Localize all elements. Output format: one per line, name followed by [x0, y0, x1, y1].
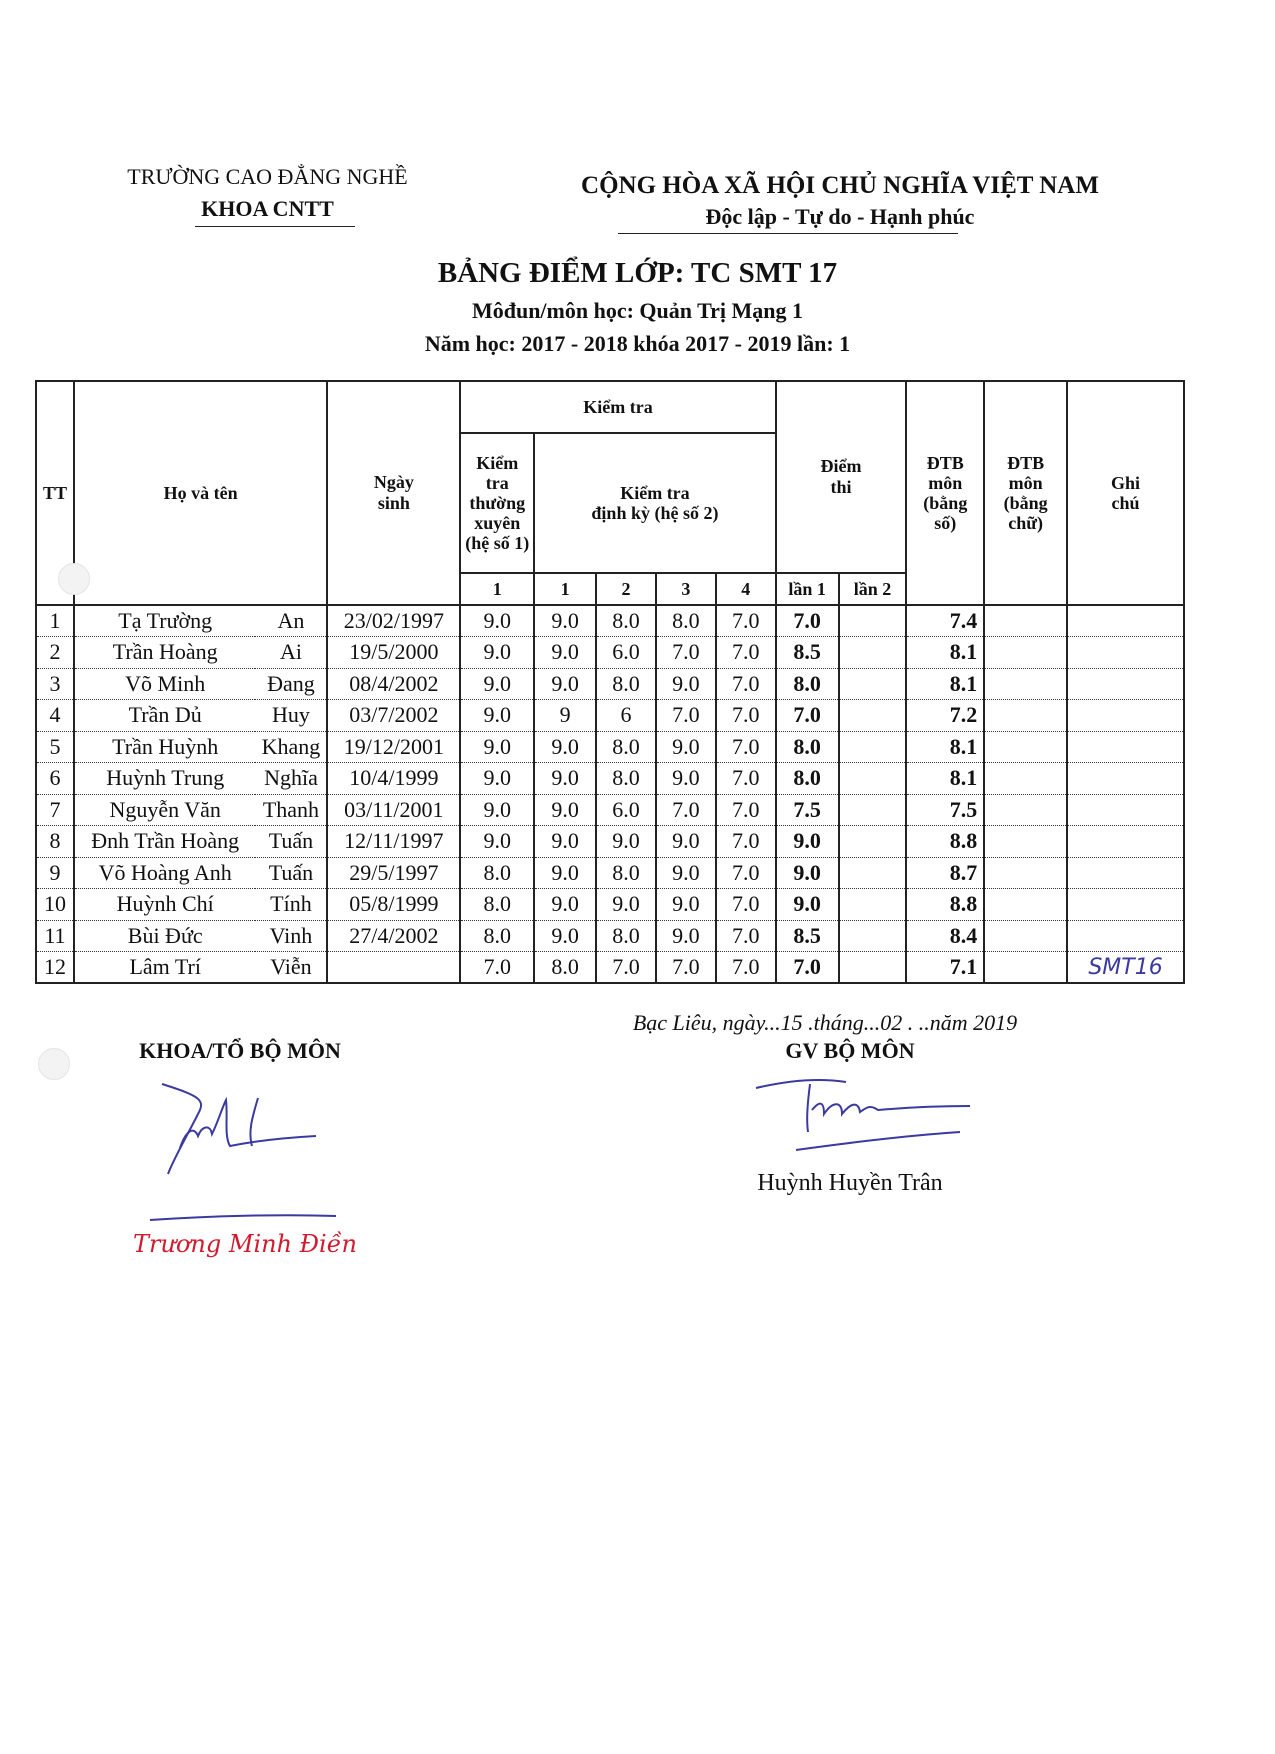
cell-exam-lan2 — [839, 731, 907, 763]
cell-dk1: 9.0 — [534, 889, 596, 921]
cell-dk1: 9.0 — [534, 920, 596, 952]
cell-given-name: An — [255, 605, 327, 637]
cell-tt: 7 — [36, 794, 74, 826]
cell-dk4: 7.0 — [716, 889, 776, 921]
cell-dk1: 9.0 — [534, 637, 596, 669]
cell-tt: 8 — [36, 826, 74, 858]
cell-exam-lan1: 7.5 — [776, 794, 839, 826]
header-ktx-line3: thường — [469, 493, 526, 513]
year-line: Năm học: 2017 - 2018 khóa 2017 - 2019 lần: 1 — [424, 331, 851, 356]
cell-dk3: 9.0 — [656, 857, 716, 889]
cell-tt: 10 — [36, 889, 74, 921]
cell-ktx: 9.0 — [460, 794, 534, 826]
cell-dk4: 7.0 — [716, 605, 776, 637]
cell-dtb-number: 8.1 — [906, 731, 984, 763]
cell-note: SMT16 — [1067, 952, 1184, 984]
header-dtb-text — [984, 381, 1067, 605]
header-note-line1: Ghi — [1111, 473, 1141, 493]
cell-dk2: 6.0 — [596, 794, 656, 826]
cell-exam-lan2 — [839, 952, 907, 984]
header-dinhky-line2: định kỳ (hệ số 2) — [591, 503, 719, 523]
sub-header-dk4: 4 — [716, 573, 776, 605]
cell-dtb-number: 8.1 — [906, 637, 984, 669]
cell-dk3: 9.0 — [656, 826, 716, 858]
cell-dob: 29/5/1997 — [327, 857, 460, 889]
cell-ktx: 9.0 — [460, 826, 534, 858]
table-row — [36, 857, 1184, 889]
cell-ktx: 9.0 — [460, 763, 534, 795]
cell-surname: Trần Huỳnh — [74, 731, 256, 763]
cell-surname: Trần Dủ — [74, 700, 256, 732]
cell-dk4: 7.0 — [716, 668, 776, 700]
header-name: Họ và tên — [74, 381, 327, 605]
punch-hole-top — [58, 563, 90, 595]
cell-dtb-number: 8.7 — [906, 857, 984, 889]
cell-exam-lan2 — [839, 668, 907, 700]
sub-header-lan2: lần 2 — [839, 573, 907, 605]
faculty-underline — [195, 226, 355, 227]
cell-dob: 19/12/2001 — [327, 731, 460, 763]
cell-dtb-text — [984, 637, 1067, 669]
cell-dk1: 9.0 — [534, 826, 596, 858]
right-signer-title: GV BỘ MÔN — [785, 1038, 915, 1063]
cell-ktx: 9.0 — [460, 605, 534, 637]
table-row — [36, 826, 1184, 858]
table-row — [36, 889, 1184, 921]
cell-dk4: 7.0 — [716, 826, 776, 858]
cell-dob: 10/4/1999 — [327, 763, 460, 795]
header-exam-line2: thi — [830, 477, 852, 497]
header-dob-line1: Ngày — [373, 472, 414, 492]
cell-dk2: 6.0 — [596, 637, 656, 669]
header-dtb-text-line3: (bằng — [1003, 493, 1048, 513]
cell-exam-lan1: 8.5 — [776, 920, 839, 952]
header-ktx — [460, 433, 534, 573]
cell-dob — [327, 952, 460, 984]
cell-dk2: 8.0 — [596, 668, 656, 700]
cell-dk4: 7.0 — [716, 952, 776, 984]
header-exam-line1: Điểm — [820, 456, 862, 476]
cell-note — [1067, 794, 1184, 826]
cell-dk2: 7.0 — [596, 952, 656, 984]
cell-dtb-number: 8.8 — [906, 826, 984, 858]
cell-exam-lan1: 9.0 — [776, 889, 839, 921]
sub-header-ktx: 1 — [460, 573, 534, 605]
cell-surname: Lâm Trí — [74, 952, 256, 984]
table-row — [36, 794, 1184, 826]
cell-exam-lan2 — [839, 857, 907, 889]
cell-note — [1067, 920, 1184, 952]
cell-dk1: 9.0 — [534, 605, 596, 637]
cell-dk1: 9.0 — [534, 668, 596, 700]
header-exam — [776, 381, 907, 573]
cell-dk2: 8.0 — [596, 763, 656, 795]
cell-dk1: 8.0 — [534, 952, 596, 984]
cell-dtb-text — [984, 857, 1067, 889]
cell-note — [1067, 826, 1184, 858]
cell-surname: Nguyễn Văn — [74, 794, 256, 826]
document-title: BẢNG ĐIỂM LỚP: TC SMT 17 — [437, 257, 838, 289]
cell-dtb-text — [984, 889, 1067, 921]
cell-dk3: 9.0 — [656, 889, 716, 921]
cell-exam-lan1: 7.0 — [776, 952, 839, 984]
right-signer-name: Huỳnh Huyền Trân — [757, 1170, 943, 1196]
cell-dk1: 9 — [534, 700, 596, 732]
header-dtb-number-line4: số) — [934, 513, 957, 533]
table-row — [36, 668, 1184, 700]
cell-dk4: 7.0 — [716, 700, 776, 732]
cell-note — [1067, 700, 1184, 732]
cell-surname: Bùi Đức — [74, 920, 256, 952]
cell-tt: 3 — [36, 668, 74, 700]
table-row — [36, 700, 1184, 732]
cell-given-name: Ai — [255, 637, 327, 669]
cell-tt: 5 — [36, 731, 74, 763]
cell-dob: 27/4/2002 — [327, 920, 460, 952]
cell-dtb-text — [984, 920, 1067, 952]
cell-dk2: 8.0 — [596, 920, 656, 952]
cell-ktx: 8.0 — [460, 889, 534, 921]
cell-dk3: 7.0 — [656, 700, 716, 732]
right-signature — [750, 1070, 990, 1160]
cell-dk4: 7.0 — [716, 794, 776, 826]
cell-given-name: Vinh — [255, 920, 327, 952]
cell-dk3: 8.0 — [656, 605, 716, 637]
left-signature — [140, 1070, 400, 1240]
cell-dtb-number: 8.4 — [906, 920, 984, 952]
subject-line: Môđun/môn học: Quản Trị Mạng 1 — [471, 298, 804, 323]
left-signer-title: KHOA/TỔ BỘ MÔN — [139, 1038, 341, 1063]
cell-surname: Võ Hoàng Anh — [74, 857, 256, 889]
header-ktx-line2: tra — [485, 473, 509, 493]
cell-note — [1067, 763, 1184, 795]
header-dinhky-line1: Kiểm tra — [620, 483, 690, 503]
cell-note — [1067, 668, 1184, 700]
cell-given-name: Tính — [255, 889, 327, 921]
cell-dk1: 9.0 — [534, 794, 596, 826]
cell-given-name: Huy — [255, 700, 327, 732]
cell-exam-lan2 — [839, 920, 907, 952]
cell-dk3: 7.0 — [656, 637, 716, 669]
sub-header-dk2: 2 — [596, 573, 656, 605]
header-note-line2: chú — [1111, 493, 1140, 513]
motto-underline — [618, 233, 958, 234]
cell-surname: Huỳnh Trung — [74, 763, 256, 795]
cell-dk4: 7.0 — [716, 920, 776, 952]
cell-dk3: 9.0 — [656, 920, 716, 952]
cell-note — [1067, 857, 1184, 889]
table-row — [36, 637, 1184, 669]
cell-ktx: 7.0 — [460, 952, 534, 984]
cell-note — [1067, 637, 1184, 669]
cell-surname: Tạ Trường — [74, 605, 256, 637]
cell-dtb-text — [984, 763, 1067, 795]
header-dtb-number — [906, 381, 984, 605]
cell-dob: 03/11/2001 — [327, 794, 460, 826]
table-row — [36, 952, 1184, 984]
cell-dtb-number: 7.2 — [906, 700, 984, 732]
cell-dtb-text — [984, 605, 1067, 637]
cell-dob: 08/4/2002 — [327, 668, 460, 700]
cell-ktx: 8.0 — [460, 857, 534, 889]
cell-dk2: 9.0 — [596, 826, 656, 858]
cell-exam-lan1: 8.5 — [776, 637, 839, 669]
cell-dk3: 7.0 — [656, 952, 716, 984]
cell-surname: Trần Hoàng — [74, 637, 256, 669]
cell-ktx: 9.0 — [460, 700, 534, 732]
cell-dtb-number: 7.4 — [906, 605, 984, 637]
school-name: TRƯỜNG CAO ĐẲNG NGHỀ — [127, 164, 408, 189]
cell-dtb-text — [984, 794, 1067, 826]
cell-dk3: 9.0 — [656, 731, 716, 763]
cell-tt: 12 — [36, 952, 74, 984]
cell-note — [1067, 605, 1184, 637]
cell-exam-lan2 — [839, 826, 907, 858]
cell-dk2: 6 — [596, 700, 656, 732]
table-row — [36, 763, 1184, 795]
header-kiemtra: Kiểm tra — [460, 381, 775, 433]
cell-dk4: 7.0 — [716, 637, 776, 669]
cell-surname: Đnh Trần Hoàng — [74, 826, 256, 858]
cell-dtb-text — [984, 826, 1067, 858]
sub-header-dk1: 1 — [534, 573, 596, 605]
cell-exam-lan1: 8.0 — [776, 668, 839, 700]
header-dinhky — [534, 433, 775, 573]
table-row — [36, 731, 1184, 763]
cell-exam-lan2 — [839, 794, 907, 826]
cell-exam-lan2 — [839, 637, 907, 669]
cell-dk4: 7.0 — [716, 857, 776, 889]
cell-tt: 6 — [36, 763, 74, 795]
cell-dk4: 7.0 — [716, 731, 776, 763]
header-dtb-text-line1: ĐTB — [1007, 453, 1045, 473]
cell-dtb-number: 8.1 — [906, 668, 984, 700]
cell-ktx: 8.0 — [460, 920, 534, 952]
cell-exam-lan1: 8.0 — [776, 731, 839, 763]
cell-ktx: 9.0 — [460, 668, 534, 700]
table-row — [36, 920, 1184, 952]
cell-dob: 19/5/2000 — [327, 637, 460, 669]
cell-dk2: 8.0 — [596, 857, 656, 889]
header-dtb-number-line1: ĐTB — [926, 453, 964, 473]
cell-dob: 03/7/2002 — [327, 700, 460, 732]
cell-exam-lan2 — [839, 605, 907, 637]
cell-dk1: 9.0 — [534, 763, 596, 795]
header-ktx-line1: Kiểm — [476, 453, 519, 473]
cell-dk3: 9.0 — [656, 668, 716, 700]
header-dtb-number-line2: môn — [928, 473, 963, 493]
cell-ktx: 9.0 — [460, 637, 534, 669]
cell-dk2: 9.0 — [596, 889, 656, 921]
cell-given-name: Thanh — [255, 794, 327, 826]
cell-dk1: 9.0 — [534, 731, 596, 763]
cell-dk3: 7.0 — [656, 794, 716, 826]
cell-dk1: 9.0 — [534, 857, 596, 889]
header-dtb-text-line2: môn — [1008, 473, 1043, 493]
cell-dtb-number: 7.1 — [906, 952, 984, 984]
left-signer-name: Trương Minh Điền — [133, 1230, 357, 1258]
header-dob — [327, 381, 460, 605]
cell-exam-lan1: 7.0 — [776, 700, 839, 732]
header-tt: TT — [36, 381, 74, 605]
cell-tt: 4 — [36, 700, 74, 732]
cell-exam-lan2 — [839, 700, 907, 732]
cell-dk3: 9.0 — [656, 763, 716, 795]
punch-hole-bottom — [38, 1048, 70, 1080]
grade-table — [35, 380, 1185, 984]
cell-exam-lan1: 8.0 — [776, 763, 839, 795]
sub-header-dk3: 3 — [656, 573, 716, 605]
cell-dtb-number: 7.5 — [906, 794, 984, 826]
faculty-name: KHOA CNTT — [201, 196, 334, 221]
cell-given-name: Viễn — [255, 952, 327, 984]
header-ktx-line4: xuyên — [474, 513, 521, 533]
cell-given-name: Tuấn — [255, 857, 327, 889]
cell-exam-lan1: 9.0 — [776, 857, 839, 889]
cell-dtb-number: 8.8 — [906, 889, 984, 921]
cell-given-name: Đang — [255, 668, 327, 700]
table-row — [36, 605, 1184, 637]
cell-exam-lan2 — [839, 763, 907, 795]
header-note — [1067, 381, 1184, 605]
cell-exam-lan1: 9.0 — [776, 826, 839, 858]
cell-dk4: 7.0 — [716, 763, 776, 795]
cell-dtb-text — [984, 731, 1067, 763]
cell-tt: 9 — [36, 857, 74, 889]
cell-dk2: 8.0 — [596, 605, 656, 637]
cell-given-name: Khang — [255, 731, 327, 763]
cell-given-name: Tuấn — [255, 826, 327, 858]
cell-dob: 05/8/1999 — [327, 889, 460, 921]
cell-surname: Võ Minh — [74, 668, 256, 700]
cell-dtb-number: 8.1 — [906, 763, 984, 795]
cell-dtb-text — [984, 668, 1067, 700]
cell-dob: 23/02/1997 — [327, 605, 460, 637]
header-ktx-line5: (hệ số 1) — [465, 533, 530, 553]
cell-exam-lan2 — [839, 889, 907, 921]
cell-tt: 2 — [36, 637, 74, 669]
cell-dk2: 8.0 — [596, 731, 656, 763]
cell-note — [1067, 889, 1184, 921]
cell-given-name: Nghĩa — [255, 763, 327, 795]
cell-tt: 1 — [36, 605, 74, 637]
header-dob-line2: sinh — [377, 493, 410, 513]
cell-surname: Huỳnh Chí — [74, 889, 256, 921]
header-dtb-number-line3: (bằng — [923, 493, 968, 513]
cell-dtb-text — [984, 952, 1067, 984]
cell-exam-lan1: 7.0 — [776, 605, 839, 637]
sub-header-lan1: lần 1 — [776, 573, 839, 605]
republic-title: CỘNG HÒA XÃ HỘI CHỦ NGHĨA VIỆT NAM — [581, 172, 1099, 199]
cell-tt: 11 — [36, 920, 74, 952]
national-motto: Độc lập - Tự do - Hạnh phúc — [705, 204, 975, 229]
header-dtb-text-line4: chữ) — [1008, 513, 1044, 533]
place-date: Bạc Liêu, ngày...15 .tháng...02 . ..năm 2019 — [632, 1010, 1018, 1035]
cell-note — [1067, 731, 1184, 763]
grade-table-body — [36, 605, 1184, 983]
cell-dob: 12/11/1997 — [327, 826, 460, 858]
cell-dtb-text — [984, 700, 1067, 732]
cell-ktx: 9.0 — [460, 731, 534, 763]
